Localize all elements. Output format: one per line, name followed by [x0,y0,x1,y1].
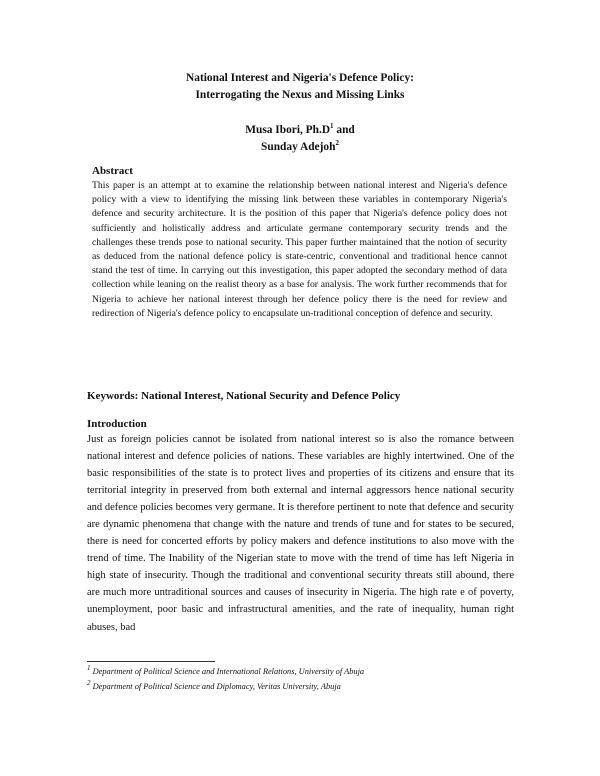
paper-title [80,70,520,104]
author-2 [80,139,520,156]
footnote-2 [87,681,517,692]
footnote-divider [87,661,215,662]
author-conjunction: and [333,124,355,136]
footnote-1-mark: 1 [87,664,91,673]
author-1 [80,122,520,139]
author-2-name: Sunday Adejoh [261,141,336,153]
footnote-2-mark: 2 [87,679,91,688]
footnote-2-text: Department of Political Science and Diplomacy, Veritas University, Abuja [90,682,341,691]
abstract-text: This paper is an attempt at to examine the relationship between national interest and Nigeria's defence policy with a view to identifying the missing link between these variables in contemporary Nigeria's defence and security architecture. It is the position of this paper that Nigeria's defence policy does not sufficiently and holistically address and articulate germane contemporary security trends and the challenges these trends pose to national security. This paper further maintained that the notion of security as deduced from the national defence policy is state-centric, conventional and traditional hence cannot stand the test of time. In carrying out this investigation, this paper adopted the secondary method of data collection while leaning on the realist theory as a base for analysis. The work further recommends that for Nigeria to achieve her national interest through her defence policy there is the need for review and redirection of Nigeria's defence policy to encapsulate un-traditional conception of defence and security. [92,180,507,319]
abstract-section [92,164,507,321]
author-2-footnote-mark: 2 [335,139,339,148]
title-line-1: National Interest and Nigeria's Defence Policy: [186,72,414,84]
abstract-heading: Abstract [92,165,133,177]
keywords: Keywords: National Interest, National Security and Defence Policy [87,390,401,402]
author-1-name: Musa Ibori, Ph.D [245,124,331,136]
author-1-footnote-mark: 1 [330,122,334,131]
introduction-heading: Introduction [87,418,147,430]
introduction-text: Just as foreign policies cannot be isolated from national interest so is also the romance between national interest and defence policies of nations. These variables are highly intertwined. One of the basic responsibilities of the state is to protect lives and properties of its citizens and ensure that its territorial integrity in preserved from both external and internal aggressors hence national security and defence policies becomes very germane. It is therefore pertinent to note that defence and security are dynamic phenomena that change with the nature and trends of tune and for states to be secured, there is need for concerted efforts by policy makers and defence institutions to also move with the trend of time. The Inability of the Nigerian state to move with the trend of time has left Nigeria in high state of insecurity. Though the traditional and conventional security threats still abound, there are much more untraditional sources and causes of insecurity in Nigeria. The high rate e of poverty, unemployment, poor basic and infrastructural amenities, and the rate of inequality, human right abuses, bad [87,434,514,633]
author-block [80,122,520,156]
footnote-1 [87,666,517,677]
title-line-2: Interrogating the Nexus and Missing Links [195,89,405,101]
footnote-1-text: Department of Political Science and International Relations, University of Abuja [90,667,365,676]
